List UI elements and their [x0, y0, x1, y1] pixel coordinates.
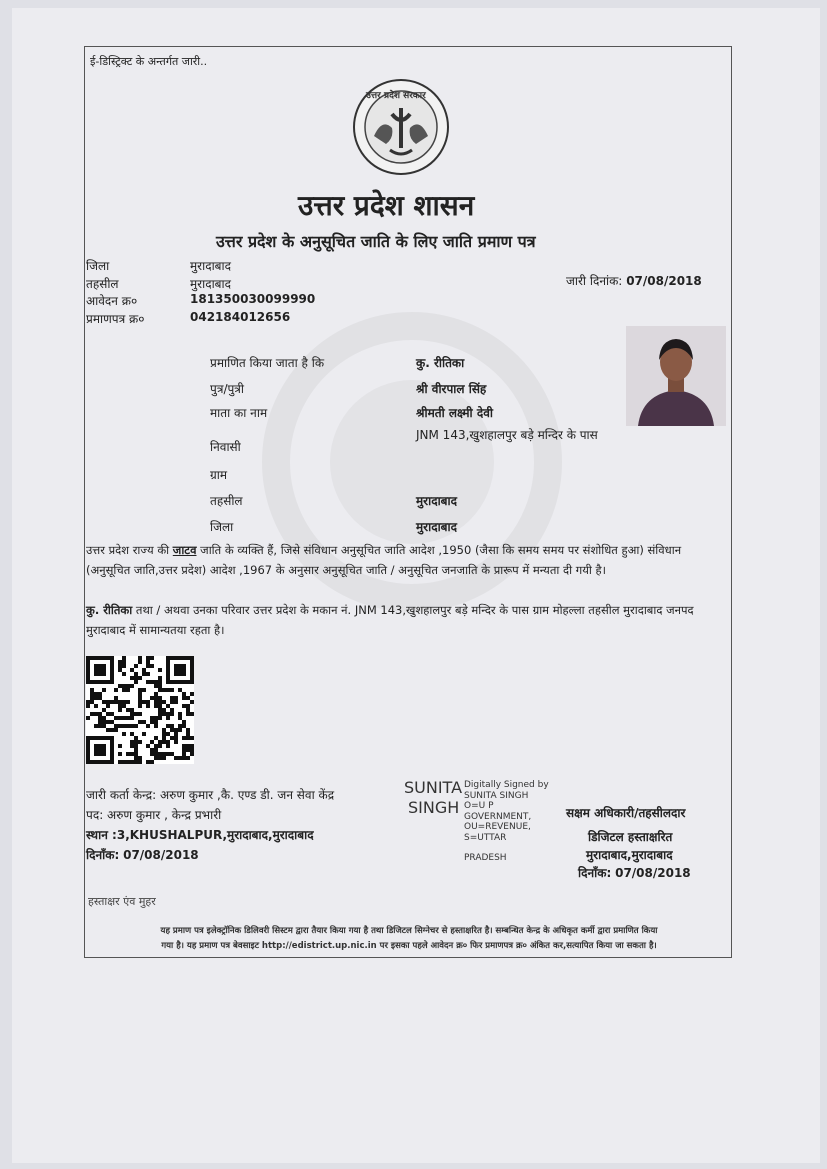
sig-line: OU=REVENUE, — [464, 822, 531, 832]
footer-note — [92, 924, 726, 954]
detail-label-tehsil: तहसील — [210, 494, 243, 508]
footer-line-2: गया है। यह प्रमाण पत्र बेवसाइट http://edistrict.up.nic.in पर इसका पहले आवेदन क्र० फिर प्रमाणपत्र क्र० अंकित कर,सत्यापित किया जा सकता है। — [161, 941, 657, 951]
authority-date-label: दिनाँक: — [578, 866, 612, 880]
qr-code — [86, 656, 194, 764]
sig-line: Digitally Signed by — [464, 780, 549, 790]
detail-label-child-of: पुत्र/पुत्री — [210, 382, 245, 396]
signer-name-line1: SUNITA — [404, 778, 463, 797]
caste-statement-post: जाति के व्यक्ति हैं, जिसे संविधान अनुसूचित जाति आदेश ,1950 (जैसा कि समय समय पर संशोधित हुआ) संविधान (अनुसूचित जाति,उत्तर प्रदेश) आदेश ,1967 के अनुसार अनुसूचित जाति / अनुसूचित जनजाति के प्रारूप में मन्यता दी गयी है। — [86, 543, 682, 577]
sig-line: SUNITA SINGH — [464, 790, 529, 801]
detail-label-district: जिला — [210, 520, 234, 534]
detail-label-mother: माता का नाम — [210, 406, 268, 420]
authority-place: मुरादाबाद,मुरादाबाद — [586, 848, 673, 862]
top-note: ई-डिस्ट्रिक्ट के अन्तर्गत जारी.. — [90, 55, 208, 68]
issue-date: 07/08/2018 — [626, 274, 702, 288]
signer-name-line2: SINGH — [408, 798, 460, 817]
detail-value-tehsil: मुरादाबाद — [416, 494, 458, 508]
issuer-place: स्थान :3,KHUSHALPUR,मुरादाबाद,मुरादाबाद — [86, 828, 314, 842]
detail-label-certified: प्रमाणित किया जाता है कि — [210, 356, 325, 370]
issue-date-line — [566, 272, 702, 289]
sign-and-seal: हस्ताक्षर एंव मुहर — [88, 895, 156, 908]
caste-statement-pre: उत्तर प्रदेश राज्य की — [86, 543, 173, 557]
issuer-post: पद: अरुण कुमार , केन्द्र प्रभारी — [86, 808, 222, 822]
meta-label-application: आवेदन क्र० — [86, 294, 138, 308]
caste-statement — [86, 540, 726, 580]
sig-line — [464, 843, 549, 853]
issue-date-label: जारी दिनांक: — [566, 274, 623, 288]
residence-name: कु. रीतिका — [86, 603, 133, 617]
meta-label-district: जिला — [86, 259, 110, 273]
caste-name: जाटव — [172, 543, 197, 557]
detail-value-address: JNM 143,खुशहालपुर बड़े मन्दिर के पास — [416, 428, 598, 442]
detail-label-village: ग्राम — [210, 468, 228, 482]
sub-title: उत्तर प्रदेश के अनुसूचित जाति के लिए जाति प्रमाण पत्र — [216, 232, 536, 251]
sig-line: O=U P — [464, 801, 494, 811]
footer-line-1: यह प्रमाण पत्र इलेक्ट्रॉनिक डिलिवरी सिस्टम द्वारा तैयार किया गया है तथा डिजिटल सिग्नेचर से हस्ताक्षरित है। सम्बन्धित केन्द्र के अधिकृत कर्मी द्वारा प्रमाणित किया — [160, 926, 658, 936]
detail-label-resident: निवासी — [210, 440, 241, 454]
digital-signature-details — [464, 780, 549, 864]
applicant-photo — [626, 326, 726, 426]
residence-text: तथा / अथवा उनका परिवार उत्तर प्रदेश के मकान नं. JNM 143,खुशहालपुर बड़े मन्दिर के पास ग्राम मोहल्ला तहसील मुरादाबाद जनपद मुरादाबाद में सामान्यतया रहता है। — [86, 603, 694, 637]
detail-value-father: श्री वीरपाल सिंह — [416, 382, 487, 396]
meta-value-application: 181350030099990 — [190, 292, 316, 306]
issuer-center: जारी कर्ता केन्द्र: अरुण कुमार ,कै. एण्ड डी. जन सेवा केंद्र — [86, 788, 335, 802]
detail-value-name: कु. रीतिका — [416, 356, 465, 370]
residence-statement — [86, 600, 726, 640]
issuer-date-label: दिनाँक: — [86, 848, 120, 862]
authority-date: 07/08/2018 — [615, 866, 691, 880]
meta-label-tehsil: तहसील — [86, 277, 119, 291]
sig-line: PRADESH — [464, 853, 507, 863]
meta-value-tehsil: मुरादाबाद — [190, 277, 232, 291]
detail-value-mother: श्रीमती लक्ष्मी देवी — [416, 406, 493, 420]
authority-date-line — [578, 864, 691, 881]
meta-label-certificate: प्रमाणपत्र क्र० — [86, 312, 145, 326]
detail-value-district: मुरादाबाद — [416, 520, 458, 534]
meta-value-district: मुरादाबाद — [190, 259, 232, 273]
issuer-date: 07/08/2018 — [123, 848, 199, 862]
main-title: उत्तर प्रदेश शासन — [298, 189, 475, 222]
meta-value-certificate: 042184012656 — [190, 310, 291, 324]
sig-line: S=UTTAR — [464, 832, 507, 843]
emblem-text: उत्तर प्रदेश सरकार — [366, 91, 426, 101]
issuer-date-line — [86, 846, 199, 863]
sig-line: GOVERNMENT, — [464, 811, 532, 822]
authority-digital: डिजिटल हस्ताक्षरित — [588, 830, 673, 844]
authority-title: सक्षम अधिकारी/तहसीलदार — [566, 806, 686, 820]
